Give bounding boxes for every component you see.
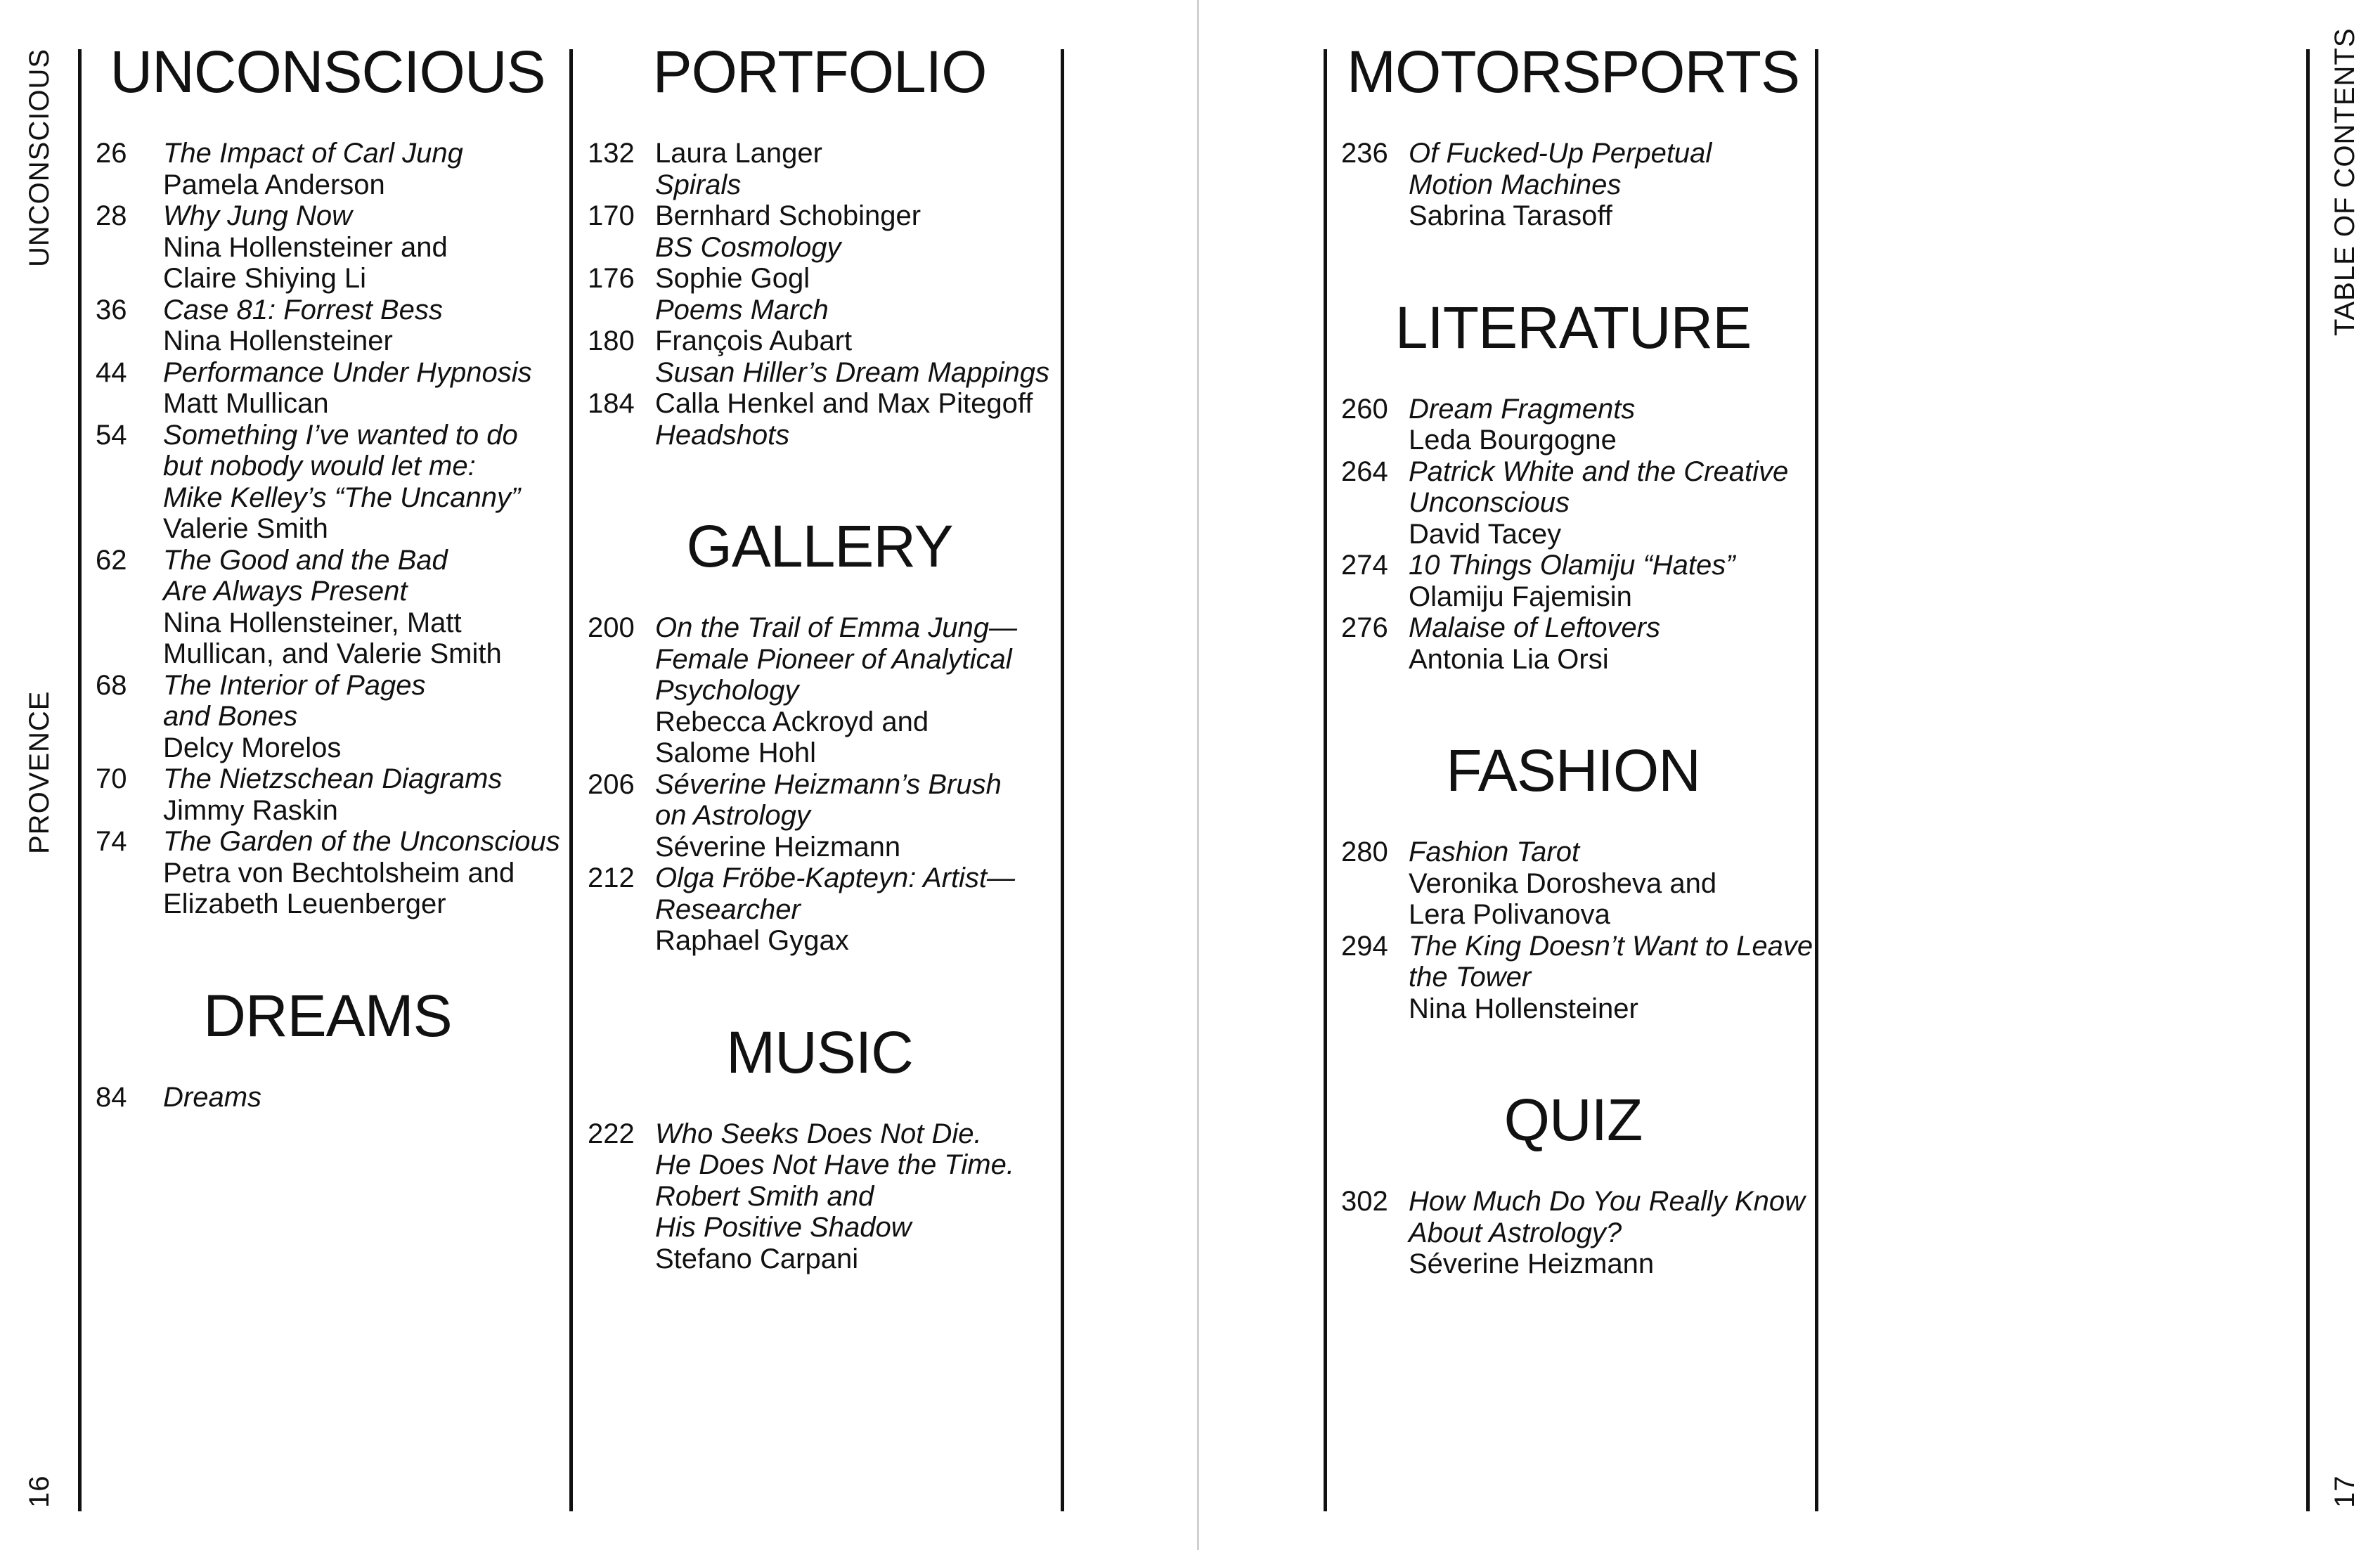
section-heading: PORTFOLIO bbox=[652, 39, 987, 105]
rule-5 bbox=[1815, 49, 1818, 1511]
entry-page-number: 276 bbox=[1341, 612, 1388, 643]
running-head-section: UNCONSCIOUS bbox=[24, 48, 55, 267]
toc-section bbox=[588, 513, 1052, 957]
entry-author-line: Mullican, and Valerie Smith bbox=[163, 638, 502, 669]
entry-title-line: Séverine Heizmann’s Brush bbox=[655, 768, 1002, 800]
toc-entry[interactable] bbox=[588, 200, 1052, 263]
entry-title-line: On the Trail of Emma Jung— bbox=[655, 612, 1017, 643]
entry-author-line: Antonia Lia Orsi bbox=[1409, 643, 1609, 675]
entry-title-line: Something I’ve wanted to do bbox=[163, 419, 518, 451]
toc-section bbox=[1341, 1087, 1805, 1280]
entry-author-line: Nina Hollensteiner bbox=[163, 325, 393, 356]
rule-2 bbox=[569, 49, 573, 1511]
section-heading: FASHION bbox=[1446, 737, 1700, 803]
toc-entry[interactable] bbox=[588, 612, 1052, 769]
entry-title-line: The Interior of Pages bbox=[163, 669, 426, 701]
entry-title-line: Fashion Tarot bbox=[1409, 837, 1580, 867]
entry-author-line: Raphael Gygax bbox=[655, 925, 849, 956]
entry-page-number: 180 bbox=[588, 325, 635, 356]
entry-title-line: About Astrology? bbox=[1409, 1217, 1622, 1248]
entry-title-line: but nobody would let me: bbox=[163, 451, 476, 482]
entry-title-line: Of Fucked-Up Perpetual bbox=[1409, 138, 1712, 169]
entry-author-line: Claire Shiying Li bbox=[163, 263, 367, 294]
page-number-right: 17 bbox=[2329, 1475, 2360, 1508]
entry-author-line: Nina Hollensteiner, Matt bbox=[163, 607, 462, 638]
entry-title-line: Motion Machines bbox=[1409, 169, 1622, 200]
entry-title-line: Female Pioneer of Analytical bbox=[655, 643, 1012, 675]
entry-page-number: 294 bbox=[1341, 930, 1388, 962]
entry-author-line: Sophie Gogl bbox=[655, 263, 810, 294]
entry-page-number: 222 bbox=[588, 1118, 635, 1149]
toc-section bbox=[96, 39, 560, 920]
entry-title-line: Psychology bbox=[655, 675, 799, 706]
entry-title-line: and Bones bbox=[163, 701, 298, 732]
toc-entry[interactable] bbox=[588, 1118, 1052, 1275]
rule-3 bbox=[1061, 49, 1064, 1511]
entry-author-line: Leda Bourgogne bbox=[1409, 425, 1617, 456]
toc-entry[interactable] bbox=[1341, 138, 1805, 232]
toc-column-2 bbox=[588, 39, 1052, 1274]
entry-author-line: Bernhard Schobinger bbox=[655, 200, 921, 231]
entry-title-line: Case 81: Forrest Bess bbox=[163, 294, 443, 325]
toc-section bbox=[588, 1019, 1052, 1275]
toc-entry[interactable] bbox=[1341, 456, 1805, 550]
entry-page-number: 212 bbox=[588, 863, 635, 893]
entry-title-line: The Good and the Bad bbox=[163, 544, 448, 576]
entry-page-number: 132 bbox=[588, 138, 635, 169]
entry-page-number: 28 bbox=[96, 200, 127, 231]
entry-title-line: He Does Not Have the Time. bbox=[655, 1149, 1014, 1180]
entry-title-line: Unconscious bbox=[1409, 487, 1570, 518]
toc-entry[interactable] bbox=[588, 138, 1052, 200]
toc-entry[interactable] bbox=[1341, 612, 1805, 675]
section-heading: GALLERY bbox=[686, 513, 953, 579]
entry-page-number: 206 bbox=[588, 768, 635, 800]
entry-author-line: Jimmy Raskin bbox=[163, 794, 338, 826]
toc-entry[interactable] bbox=[1341, 930, 1813, 1025]
entry-author-line: Pamela Anderson bbox=[163, 169, 385, 200]
entry-title-line: BS Cosmology bbox=[655, 231, 841, 263]
entry-page-number: 184 bbox=[588, 388, 635, 419]
toc-entry[interactable] bbox=[588, 325, 1052, 388]
toc-entry[interactable] bbox=[96, 670, 560, 764]
toc-entry[interactable] bbox=[96, 763, 560, 826]
section-heading: QUIZ bbox=[1503, 1087, 1643, 1153]
entry-title-line: Performance Under Hypnosis bbox=[163, 356, 532, 388]
entry-page-number: 70 bbox=[96, 763, 127, 794]
entry-page-number: 84 bbox=[96, 1081, 127, 1113]
entry-page-number: 176 bbox=[588, 263, 635, 294]
toc-entry[interactable] bbox=[1341, 837, 1805, 931]
entry-author-line: Nina Hollensteiner bbox=[1409, 993, 1638, 1024]
entry-author-line: Laura Langer bbox=[655, 138, 822, 169]
running-head-magazine: PROVENCE bbox=[24, 690, 55, 854]
entry-author-line: Calla Henkel and Max Pitegoff bbox=[655, 388, 1033, 419]
entry-author-line: Veronika Dorosheva and bbox=[1409, 867, 1717, 899]
entry-title-line: Mike Kelley’s “The Uncanny” bbox=[163, 482, 521, 513]
entry-title-line: Spirals bbox=[655, 169, 742, 200]
entry-page-number: 74 bbox=[96, 826, 127, 857]
entry-page-number: 236 bbox=[1341, 138, 1388, 169]
entry-author-line: Matt Mullican bbox=[163, 388, 329, 419]
entry-author-line: Nina Hollensteiner and bbox=[163, 231, 448, 263]
toc-entry[interactable] bbox=[1341, 394, 1805, 456]
entry-page-number: 62 bbox=[96, 544, 127, 576]
entry-author-line: Olamiju Fajemisin bbox=[1409, 581, 1632, 612]
entry-page-number: 280 bbox=[1341, 837, 1388, 867]
toc-column-3 bbox=[1341, 39, 1813, 1280]
entry-title-line: Are Always Present bbox=[163, 576, 408, 607]
entry-title-line: Who Seeks Does Not Die. bbox=[655, 1118, 982, 1149]
toc-entry[interactable] bbox=[96, 545, 560, 670]
entry-title-line: The Garden of the Unconscious bbox=[163, 826, 560, 857]
entry-author-line: Sabrina Tarasoff bbox=[1409, 200, 1612, 231]
entry-title-line: The Nietzschean Diagrams bbox=[163, 763, 503, 794]
entry-author-line: Lera Polivanova bbox=[1409, 899, 1610, 930]
section-heading: MOTORSPORTS bbox=[1347, 39, 1799, 105]
entry-title-line: on Astrology bbox=[655, 800, 810, 831]
toc-section bbox=[96, 982, 560, 1113]
toc-entry[interactable] bbox=[588, 863, 1052, 957]
entry-author-line: Valerie Smith bbox=[163, 513, 328, 544]
toc-entry[interactable] bbox=[1341, 550, 1805, 612]
entry-title-line: Headshots bbox=[655, 419, 790, 451]
entry-title-line: Robert Smith and bbox=[655, 1180, 874, 1212]
toc-section bbox=[588, 39, 1052, 451]
entry-title-line: The King Doesn’t Want to Leave bbox=[1409, 930, 1813, 962]
entry-title-line: Susan Hiller’s Dream Mappings bbox=[655, 356, 1049, 388]
section-heading: MUSIC bbox=[726, 1019, 913, 1085]
entry-author-line: Delcy Morelos bbox=[163, 732, 342, 763]
toc-entry[interactable] bbox=[588, 388, 1052, 451]
toc-section bbox=[1341, 737, 1813, 1024]
section-heading: UNCONSCIOUS bbox=[110, 39, 545, 105]
toc-entry[interactable] bbox=[96, 295, 560, 357]
entry-author-line: David Tacey bbox=[1409, 518, 1562, 550]
entry-title-line: Dreams bbox=[163, 1081, 262, 1113]
entry-author-line: Séverine Heizmann bbox=[655, 831, 901, 863]
entry-title-line: Malaise of Leftovers bbox=[1409, 612, 1660, 643]
running-head-toc: TABLE OF CONTENTS bbox=[2329, 27, 2360, 336]
entry-page-number: 260 bbox=[1341, 393, 1388, 425]
toc-entry[interactable] bbox=[588, 769, 1052, 863]
entry-author-line: Elizabeth Leuenberger bbox=[163, 889, 446, 919]
entry-title-line: Why Jung Now bbox=[163, 200, 352, 231]
section-heading: LITERATURE bbox=[1395, 294, 1752, 361]
entry-title-line: Dream Fragments bbox=[1409, 393, 1636, 425]
toc-entry[interactable] bbox=[1341, 1186, 1805, 1280]
entry-author-line: Séverine Heizmann bbox=[1409, 1248, 1655, 1279]
entry-title-line: the Tower bbox=[1409, 962, 1532, 993]
toc-section bbox=[1341, 294, 1805, 676]
entry-page-number: 170 bbox=[588, 200, 635, 231]
entry-author-line: Petra von Bechtolsheim and bbox=[163, 857, 515, 889]
entry-page-number: 68 bbox=[96, 669, 127, 701]
page-number-left: 16 bbox=[24, 1475, 55, 1508]
entry-page-number: 274 bbox=[1341, 550, 1388, 581]
entry-page-number: 44 bbox=[96, 356, 127, 388]
entry-author-line: Salome Hohl bbox=[655, 737, 817, 768]
toc-entry[interactable] bbox=[96, 138, 560, 200]
entry-author-line: Stefano Carpani bbox=[655, 1243, 859, 1274]
rule-1 bbox=[78, 49, 82, 1511]
entry-title-line: Poems March bbox=[655, 294, 829, 325]
toc-entry[interactable] bbox=[96, 826, 560, 920]
toc-section bbox=[1341, 39, 1805, 232]
entry-page-number: 200 bbox=[588, 612, 635, 643]
toc-entry[interactable] bbox=[96, 200, 560, 295]
entry-title-line: How Much Do You Really Know bbox=[1409, 1186, 1805, 1217]
entry-title-line: Patrick White and the Creative bbox=[1409, 456, 1789, 487]
entry-page-number: 302 bbox=[1341, 1186, 1388, 1217]
entry-title-line: His Positive Shadow bbox=[655, 1212, 912, 1243]
rule-4 bbox=[1324, 49, 1327, 1511]
toc-entry[interactable] bbox=[96, 420, 560, 545]
spread-gutter bbox=[1197, 0, 1199, 1550]
entry-author-line: François Aubart bbox=[655, 325, 853, 356]
entry-page-number: 26 bbox=[96, 138, 127, 169]
entry-title-line: 10 Things Olamiju “Hates” bbox=[1409, 550, 1735, 581]
rule-6 bbox=[2306, 49, 2310, 1511]
entry-page-number: 264 bbox=[1341, 456, 1388, 487]
toc-entry[interactable] bbox=[96, 357, 560, 420]
entry-title-line: The Impact of Carl Jung bbox=[163, 138, 463, 169]
entry-title-line: Olga Fröbe-Kapteyn: Artist— bbox=[655, 863, 1016, 893]
entry-page-number: 36 bbox=[96, 294, 127, 325]
entry-page-number: 54 bbox=[96, 419, 127, 451]
toc-entry[interactable] bbox=[96, 1082, 560, 1113]
toc-column-1 bbox=[96, 39, 560, 1113]
toc-entry[interactable] bbox=[588, 263, 1052, 325]
entry-author-line: Rebecca Ackroyd and bbox=[655, 706, 929, 737]
entry-title-line: Researcher bbox=[655, 893, 801, 925]
section-heading: DREAMS bbox=[203, 982, 452, 1049]
